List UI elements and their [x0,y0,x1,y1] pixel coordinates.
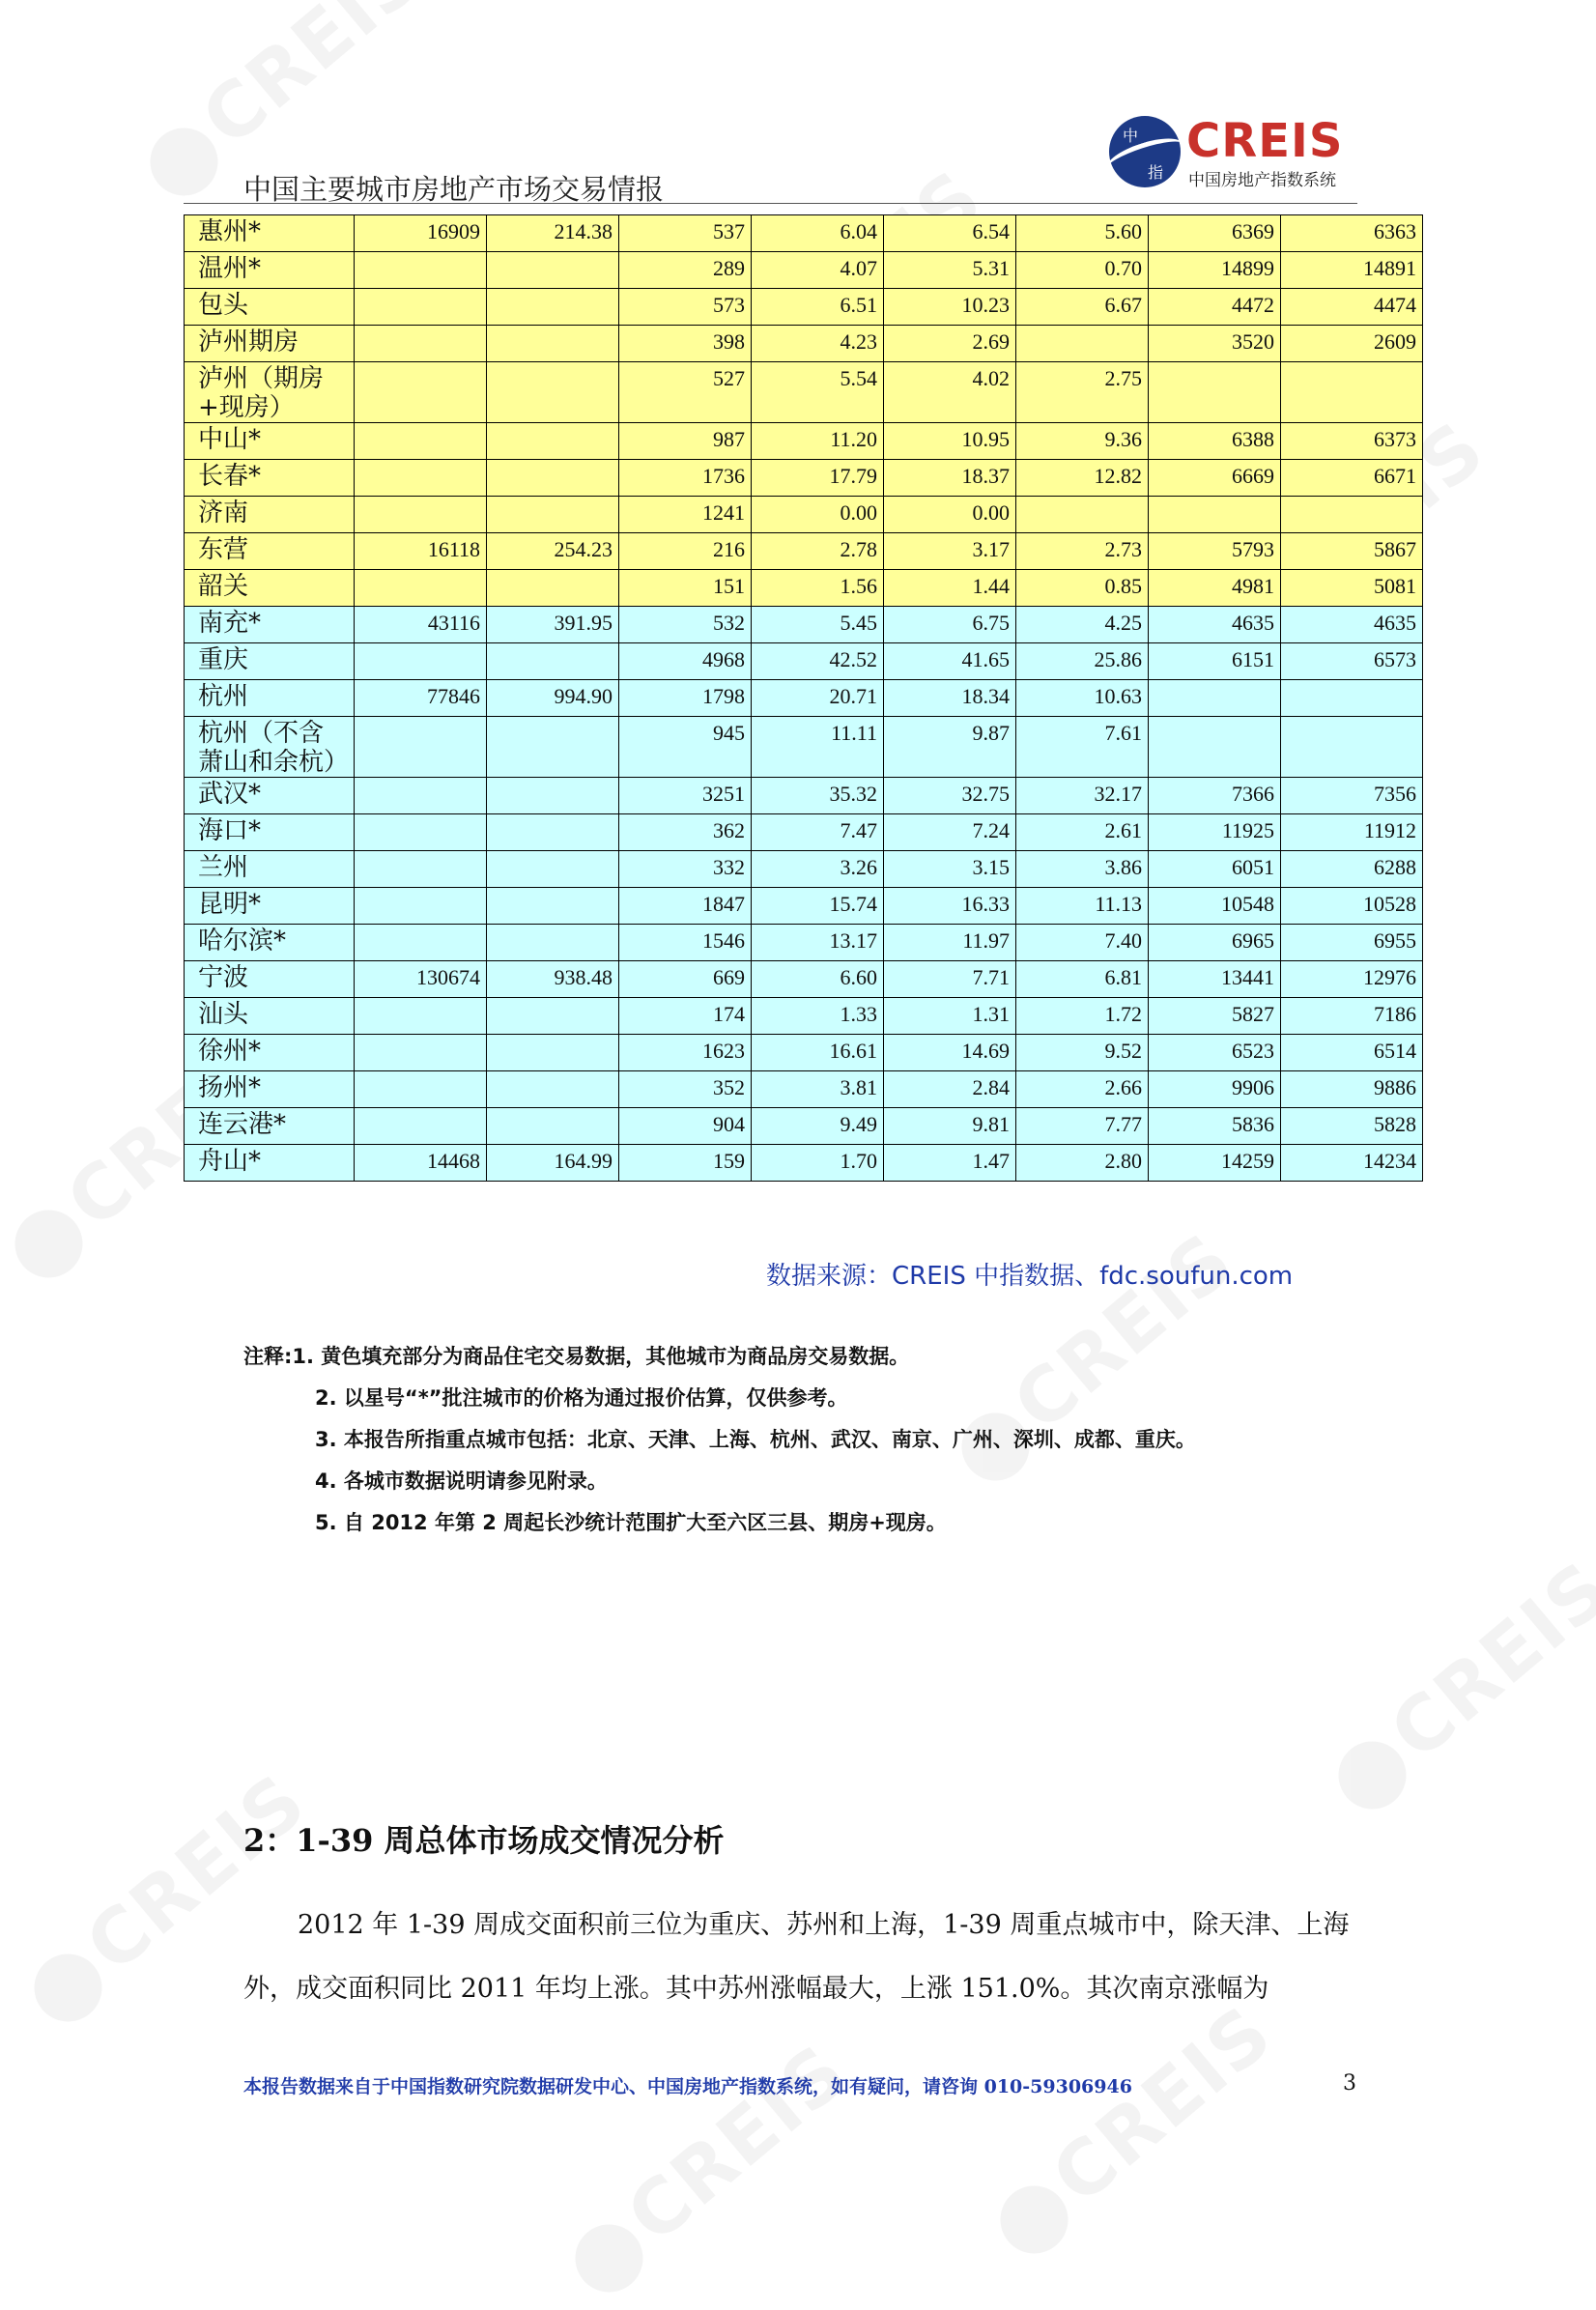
value-cell: 2.61 [1016,814,1149,851]
value-cell [355,362,487,423]
value-cell: 1623 [619,1035,752,1071]
table-row [185,1145,1423,1182]
table-row [185,497,1423,533]
value-cell: 1.72 [1016,998,1149,1035]
table-row [185,643,1423,680]
value-cell: 6388 [1149,423,1281,460]
table-row [185,998,1423,1035]
value-cell: 18.34 [884,680,1016,717]
value-cell: 11925 [1149,814,1281,851]
value-cell [355,814,487,851]
value-cell: 289 [619,252,752,289]
value-cell: 5827 [1149,998,1281,1035]
value-cell: 1.47 [884,1145,1016,1182]
value-cell: 13441 [1149,961,1281,998]
value-cell [487,925,619,961]
value-cell: 4981 [1149,570,1281,607]
value-cell: 9.81 [884,1108,1016,1145]
value-cell: 4474 [1281,289,1423,326]
value-cell [487,326,619,362]
table-row [185,1035,1423,1071]
note-item: 4. 各城市数据说明请参见附录。 [315,1469,608,1493]
value-cell: 6.04 [752,215,884,252]
value-cell: 5.54 [752,362,884,423]
city-cell: 扬州* [185,1071,355,1108]
value-cell: 362 [619,814,752,851]
value-cell [355,1071,487,1108]
value-cell [1281,680,1423,717]
city-cell: 中山* [185,423,355,460]
value-cell: 5836 [1149,1108,1281,1145]
value-cell: 11.13 [1016,888,1149,925]
value-cell: 7.47 [752,814,884,851]
value-cell: 7.61 [1016,717,1149,778]
value-cell: 6955 [1281,925,1423,961]
value-cell: 4.23 [752,326,884,362]
value-cell: 41.65 [884,643,1016,680]
table-row [185,680,1423,717]
value-cell: 4968 [619,643,752,680]
value-cell [1281,497,1423,533]
value-cell: 216 [619,533,752,570]
table-row [185,252,1423,289]
value-cell: 11912 [1281,814,1423,851]
value-cell: 16.33 [884,888,1016,925]
value-cell: 11.20 [752,423,884,460]
value-cell: 17.79 [752,460,884,497]
value-cell [487,252,619,289]
value-cell: 10548 [1149,888,1281,925]
creis-logo [1109,114,1360,191]
value-cell [355,851,487,888]
value-cell: 2.78 [752,533,884,570]
value-cell: 994.90 [487,680,619,717]
value-cell [1149,680,1281,717]
notes [243,1341,1196,1549]
value-cell: 5.60 [1016,215,1149,252]
value-cell [355,289,487,326]
value-cell: 7356 [1281,778,1423,814]
city-cell: 宁波 [185,961,355,998]
value-cell: 174 [619,998,752,1035]
city-cell: 包头 [185,289,355,326]
value-cell [355,925,487,961]
value-cell [355,252,487,289]
table-row [185,289,1423,326]
value-cell [487,998,619,1035]
value-cell [487,778,619,814]
value-cell: 9886 [1281,1071,1423,1108]
table-row [185,460,1423,497]
footer-note: 本报告数据来自于中国指数研究院数据研发中心、中国房地产指数系统，如有疑问，请咨询 010-59306946 [243,2076,1132,2097]
value-cell: 10.63 [1016,680,1149,717]
value-cell [487,888,619,925]
header-divider [184,203,1357,204]
value-cell: 6965 [1149,925,1281,961]
value-cell: 1.33 [752,998,884,1035]
value-cell: 3.17 [884,533,1016,570]
value-cell [487,643,619,680]
value-cell: 14.69 [884,1035,1016,1071]
table-row [185,778,1423,814]
value-cell: 151 [619,570,752,607]
value-cell: 6363 [1281,215,1423,252]
value-cell: 164.99 [487,1145,619,1182]
value-cell: 7.71 [884,961,1016,998]
value-cell: 9.87 [884,717,1016,778]
city-cell: 长春* [185,460,355,497]
value-cell: 391.95 [487,607,619,643]
value-cell [487,570,619,607]
value-cell [487,1035,619,1071]
value-cell [1281,717,1423,778]
city-cell: 舟山* [185,1145,355,1182]
data-source: 数据来源：CREIS 中指数据、fdc.soufun.com [766,1262,1294,1291]
city-cell: 温州* [185,252,355,289]
city-cell: 武汉* [185,778,355,814]
value-cell: 532 [619,607,752,643]
value-cell [355,497,487,533]
value-cell [355,998,487,1035]
table-row [185,423,1423,460]
value-cell: 14259 [1149,1145,1281,1182]
value-cell: 1.44 [884,570,1016,607]
value-cell [355,717,487,778]
city-cell: 杭州（不含萧山和余杭） [185,717,355,778]
value-cell: 18.37 [884,460,1016,497]
value-cell [487,1071,619,1108]
value-cell [487,460,619,497]
value-cell: 12976 [1281,961,1423,998]
value-cell: 25.86 [1016,643,1149,680]
value-cell: 15.74 [752,888,884,925]
value-cell: 4635 [1149,607,1281,643]
table-row [185,1071,1423,1108]
value-cell [1016,326,1149,362]
value-cell: 1847 [619,888,752,925]
value-cell: 0.70 [1016,252,1149,289]
city-cell: 泸州（期房+现房） [185,362,355,423]
value-cell: 5867 [1281,533,1423,570]
value-cell: 352 [619,1071,752,1108]
value-cell: 5828 [1281,1108,1423,1145]
value-cell: 1.31 [884,998,1016,1035]
value-cell: 7.40 [1016,925,1149,961]
value-cell: 6514 [1281,1035,1423,1071]
value-cell [487,851,619,888]
value-cell: 7.24 [884,814,1016,851]
value-cell: 669 [619,961,752,998]
value-cell: 987 [619,423,752,460]
value-cell: 42.52 [752,643,884,680]
value-cell: 3.81 [752,1071,884,1108]
value-cell [487,362,619,423]
table-row [185,888,1423,925]
value-cell [1149,362,1281,423]
value-cell [355,643,487,680]
value-cell [355,888,487,925]
value-cell: 4472 [1149,289,1281,326]
value-cell: 14234 [1281,1145,1423,1182]
city-cell: 济南 [185,497,355,533]
value-cell: 1241 [619,497,752,533]
value-cell: 6671 [1281,460,1423,497]
value-cell: 254.23 [487,533,619,570]
value-cell: 6051 [1149,851,1281,888]
value-cell: 1.56 [752,570,884,607]
value-cell: 9.52 [1016,1035,1149,1071]
value-cell: 4.02 [884,362,1016,423]
value-cell: 43116 [355,607,487,643]
table-row [185,570,1423,607]
city-cell: 昆明* [185,888,355,925]
value-cell [355,460,487,497]
table-row [185,326,1423,362]
value-cell: 2.66 [1016,1071,1149,1108]
city-cell: 东营 [185,533,355,570]
value-cell: 5.45 [752,607,884,643]
value-cell: 3.86 [1016,851,1149,888]
city-cell: 南充* [185,607,355,643]
value-cell: 3.26 [752,851,884,888]
value-cell: 7186 [1281,998,1423,1035]
body-paragraph: 2012 年 1-39 周成交面积前三位为重庆、苏州和上海，1-39 周重点城市中，除天津、上海外，成交面积同比 2011 年均上涨。其中苏州涨幅最大，上涨 151.0%。其次南京涨幅为 [243,1910,1350,2004]
value-cell: 573 [619,289,752,326]
value-cell: 2.73 [1016,533,1149,570]
value-cell: 130674 [355,961,487,998]
value-cell: 10.95 [884,423,1016,460]
value-cell: 5081 [1281,570,1423,607]
logo-text: CREIS [1186,114,1344,168]
value-cell: 32.75 [884,778,1016,814]
value-cell [487,1108,619,1145]
value-cell: 12.82 [1016,460,1149,497]
value-cell [487,814,619,851]
value-cell: 4.25 [1016,607,1149,643]
value-cell: 14899 [1149,252,1281,289]
table-row [185,814,1423,851]
city-cell: 泸州期房 [185,326,355,362]
value-cell: 4635 [1281,607,1423,643]
value-cell: 6373 [1281,423,1423,460]
value-cell: 9.49 [752,1108,884,1145]
value-cell: 159 [619,1145,752,1182]
city-cell: 重庆 [185,643,355,680]
value-cell: 6.60 [752,961,884,998]
value-cell: 6669 [1149,460,1281,497]
city-cell: 惠州* [185,215,355,252]
table-row [185,925,1423,961]
value-cell: 0.00 [884,497,1016,533]
value-cell: 2609 [1281,326,1423,362]
value-cell: 16118 [355,533,487,570]
value-cell: 0.85 [1016,570,1149,607]
value-cell: 6573 [1281,643,1423,680]
watermark [1316,1545,1596,1826]
table-row [185,1108,1423,1145]
value-cell: 9.36 [1016,423,1149,460]
value-cell: 904 [619,1108,752,1145]
value-cell [1149,497,1281,533]
note-item: 2. 以星号“*”批注城市的价格为通过报价估算，仅供参考。 [315,1386,848,1410]
table-row [185,362,1423,423]
note-item: 5. 自 2012 年第 2 周起长沙统计范围扩大至六区三县、期房+现房。 [315,1511,947,1534]
value-cell: 6369 [1149,215,1281,252]
table-row [185,533,1423,570]
value-cell: 214.38 [487,215,619,252]
value-cell: 7366 [1149,778,1281,814]
value-cell: 14468 [355,1145,487,1182]
value-cell: 3251 [619,778,752,814]
value-cell [355,778,487,814]
value-cell [487,289,619,326]
value-cell: 398 [619,326,752,362]
value-cell: 1798 [619,680,752,717]
value-cell: 16.61 [752,1035,884,1071]
logo-subtitle: 中国房地产指数系统 [1188,171,1336,190]
report-title: 中国主要城市房地产市场交易情报 [243,173,665,206]
value-cell: 1.70 [752,1145,884,1182]
section-heading: 2：1-39 周总体市场成交情况分析 [243,1822,725,1859]
table-row [185,961,1423,998]
watermark [978,1989,1290,2270]
value-cell: 77846 [355,680,487,717]
value-cell: 527 [619,362,752,423]
value-cell [1281,362,1423,423]
value-cell: 32.17 [1016,778,1149,814]
value-cell: 6.51 [752,289,884,326]
value-cell: 5793 [1149,533,1281,570]
page-number: 3 [1343,2071,1356,2096]
value-cell: 6.67 [1016,289,1149,326]
value-cell: 1546 [619,925,752,961]
value-cell: 13.17 [752,925,884,961]
value-cell: 10528 [1281,888,1423,925]
value-cell: 6.54 [884,215,1016,252]
city-cell: 韶关 [185,570,355,607]
value-cell [487,717,619,778]
value-cell: 945 [619,717,752,778]
value-cell [355,1035,487,1071]
value-cell [355,326,487,362]
value-cell: 6151 [1149,643,1281,680]
value-cell: 6288 [1281,851,1423,888]
logo-emblem-icon: 中 指 [1109,116,1181,187]
value-cell: 5.31 [884,252,1016,289]
value-cell: 2.69 [884,326,1016,362]
note-item: 注释:1. 黄色填充部分为商品住宅交易数据，其他城市为商品房交易数据。 [243,1345,910,1368]
value-cell: 4.07 [752,252,884,289]
value-cell: 10.23 [884,289,1016,326]
value-cell [355,423,487,460]
city-cell: 哈尔滨* [185,925,355,961]
value-cell [355,570,487,607]
city-cell: 徐州* [185,1035,355,1071]
value-cell: 3.15 [884,851,1016,888]
value-cell: 6.75 [884,607,1016,643]
note-item: 3. 本报告所指重点城市包括：北京、天津、上海、杭州、武汉、南京、广州、深圳、成都、重庆。 [315,1428,1196,1451]
city-cell: 汕头 [185,998,355,1035]
value-cell: 7.77 [1016,1108,1149,1145]
value-cell: 332 [619,851,752,888]
table-row [185,607,1423,643]
value-cell: 9906 [1149,1071,1281,1108]
value-cell: 1736 [619,460,752,497]
value-cell [355,1108,487,1145]
value-cell: 11.11 [752,717,884,778]
value-cell: 2.84 [884,1071,1016,1108]
value-cell: 6.81 [1016,961,1149,998]
value-cell: 14891 [1281,252,1423,289]
value-cell: 11.97 [884,925,1016,961]
value-cell: 2.75 [1016,362,1149,423]
city-cell: 连云港* [185,1108,355,1145]
value-cell: 35.32 [752,778,884,814]
table-row [185,717,1423,778]
watermark [553,2028,865,2309]
value-cell: 2.80 [1016,1145,1149,1182]
value-cell: 16909 [355,215,487,252]
table-row [185,215,1423,252]
value-cell: 3520 [1149,326,1281,362]
city-cell: 海口* [185,814,355,851]
value-cell [487,423,619,460]
value-cell [1149,717,1281,778]
table-row [185,851,1423,888]
value-cell: 938.48 [487,961,619,998]
value-cell: 0.00 [752,497,884,533]
value-cell: 6523 [1149,1035,1281,1071]
value-cell [487,497,619,533]
city-cell: 兰州 [185,851,355,888]
city-transaction-table [184,214,1423,1182]
value-cell: 537 [619,215,752,252]
value-cell [1016,497,1149,533]
value-cell: 20.71 [752,680,884,717]
city-cell: 杭州 [185,680,355,717]
